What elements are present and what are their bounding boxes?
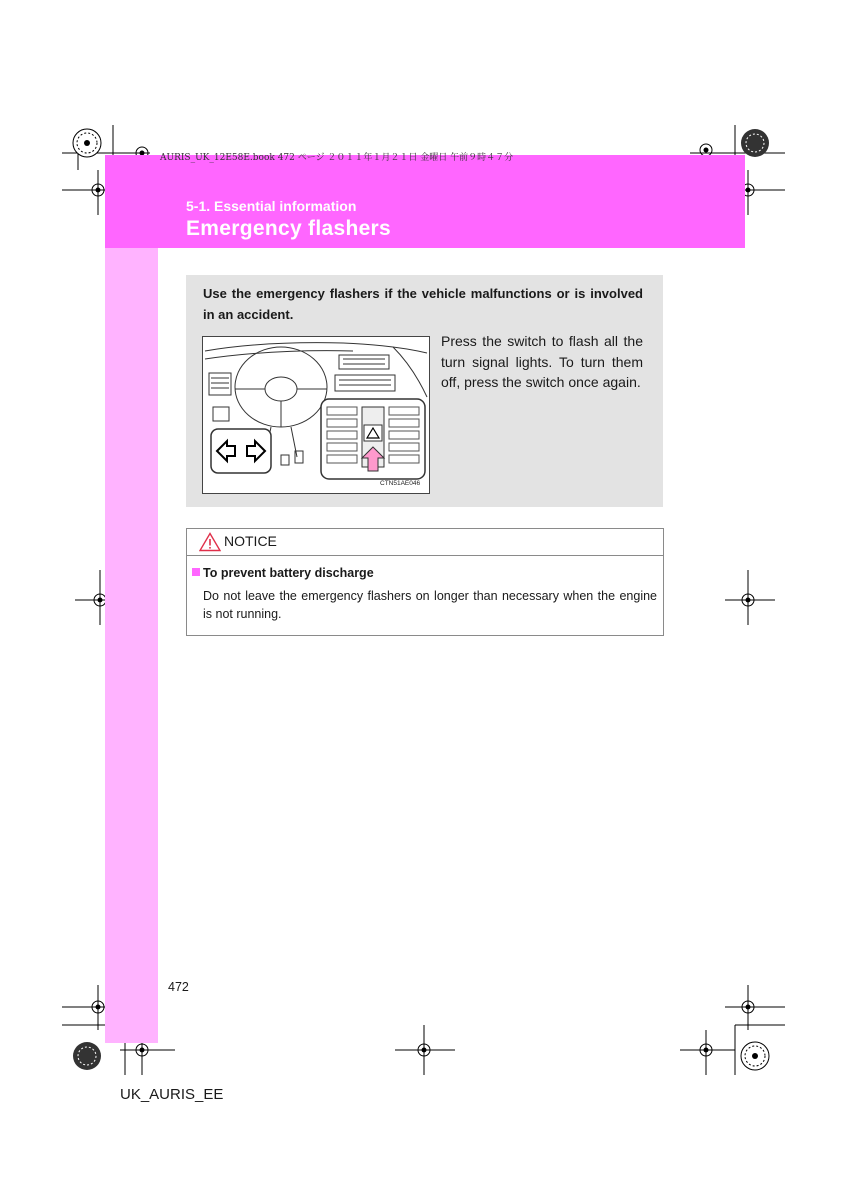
page-title: Emergency flashers: [186, 217, 392, 240]
intro-text: Use the emergency flashers if the vehicle malfunctions or is involved in an accident.: [203, 286, 643, 322]
instruction-text: Press the switch to flash all the turn signal lights. To turn them off, press the switch once again.: [441, 333, 643, 390]
dashboard-illustration: [202, 336, 430, 494]
notice-heading: To prevent battery discharge: [203, 566, 374, 580]
bullet-square-icon: [192, 568, 200, 576]
page-number: 472: [168, 980, 189, 994]
section-label: 5-1. Essential information: [186, 198, 357, 214]
warning-triangle-icon: [199, 532, 221, 552]
side-strip: [105, 248, 158, 1043]
notice-divider: [186, 555, 664, 556]
notice-body: Do not leave the emergency flashers on longer than necessary when the engine is not running.: [203, 589, 657, 621]
notice-label: NOTICE: [224, 533, 277, 549]
print-slug: AURIS_UK_12E58E.book 472 ページ ２０１１年１月２１日 金曜日 午前９時４７分: [160, 153, 514, 163]
footer-code: UK_AURIS_EE: [120, 1086, 224, 1103]
illustration-code: CTN51AE046: [380, 480, 421, 487]
